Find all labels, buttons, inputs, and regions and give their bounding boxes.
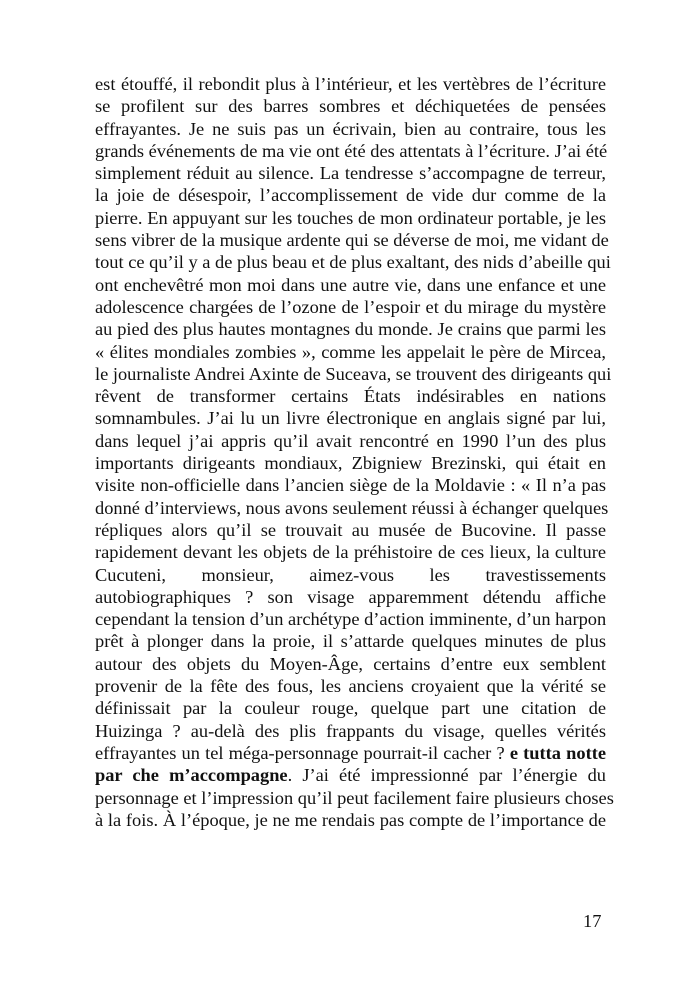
text-segment: ont enchevêtré mon moi dans une autre vie, dans une enfance et une (95, 274, 606, 295)
text-segment: simplement réduit au silence. La tendresse s’accompagne de terreur, (95, 163, 606, 184)
text-line (95, 162, 606, 184)
text-line (95, 452, 606, 474)
text-line (95, 207, 606, 229)
bold-text-segment: par che m’accompagne (95, 765, 288, 786)
text-line (95, 318, 606, 340)
text-segment: autour des objets du Moyen-Âge, certains d’entre eux semblent (95, 653, 606, 674)
text-segment: est étouffé, il rebondit plus à l’intérieur, et les vertèbres de l’écriture (95, 74, 606, 94)
text-segment: au pied des plus hautes montagnes du monde. Je crains que parmi les (95, 319, 606, 340)
text-segment: grands événements de ma vie ont été des attentats à l’écriture. J’ai été (95, 140, 608, 161)
text-segment: effrayantes. Je ne suis pas un écrivain, bien au contraire, tous les (95, 118, 606, 139)
text-segment: répliques alors qu’il se trouvait au musée de Bucovine. Il passe (95, 519, 606, 540)
text-line (95, 407, 606, 429)
text-line (95, 229, 609, 251)
text-line (95, 675, 606, 697)
text-segment: donné d’interviews, nous avons seulement réussi à échanger quelques (95, 497, 609, 518)
text-line (95, 341, 606, 363)
text-line (95, 385, 606, 407)
text-line (95, 251, 611, 273)
text-segment: provenir de la fête des fous, les anciens croyaient que la vérité se (95, 676, 606, 697)
text-line (95, 296, 606, 318)
text-segment: personnage et l’impression qu’il peut facilement faire plusieurs choses (95, 787, 614, 808)
text-line (95, 140, 606, 162)
text-segment: effrayantes un tel méga-personnage pourrait-il cacher ? (95, 742, 510, 763)
text-line (95, 720, 606, 742)
text-segment: importants dirigeants mondiaux, Zbigniew Brezinski, qui était en (95, 453, 606, 474)
text-line (95, 73, 606, 95)
text-line (95, 95, 606, 117)
text-line (95, 564, 606, 586)
text-line (95, 787, 614, 809)
text-line (95, 764, 606, 786)
text-line (95, 363, 612, 385)
text-segment: sens vibrer de la musique ardente qui se déverse de moi, me vidant de (95, 230, 609, 251)
text-segment: se profilent sur des barres sombres et déchiquetées de pensées (95, 96, 606, 117)
text-segment: Cucuteni, monsieur, aimez-vous les travestissements (95, 564, 606, 585)
text-line (95, 809, 606, 831)
bold-text-segment: e tutta notte (509, 742, 606, 763)
text-line (95, 184, 606, 206)
text-segment: le journaliste Andrei Axinte de Suceava, se trouvent des dirigeants qui (95, 363, 612, 384)
text-segment: la joie de désespoir, l’accomplissement de vide dur comme de la (95, 185, 606, 206)
text-segment: « élites mondiales zombies », comme les appelait le père de Mircea, (95, 341, 606, 362)
text-segment: somnambules. J’ai lu un livre électronique en anglais signé par lui, (95, 408, 606, 429)
text-segment: définissait par la couleur rouge, quelque part une citation de (95, 698, 606, 719)
text-line (95, 497, 609, 519)
text-segment: cependant la tension d’un archétype d’action imminente, d’un harpon (95, 609, 607, 630)
text-segment: autobiographiques ? son visage apparemment détendu affiche (95, 586, 606, 607)
text-line (95, 118, 606, 140)
text-segment: visite non-officielle dans l’ancien siège de la Moldavie : « Il n’a pas (95, 475, 606, 496)
text-line (95, 474, 606, 496)
text-line (95, 541, 606, 563)
text-line (95, 586, 606, 608)
page-number: 17 (583, 911, 602, 931)
text-segment: rapidement devant les objets de la préhistoire de ces lieux, la culture (95, 542, 606, 563)
text-segment: rêvent de transformer certains États indésirables en nations (95, 386, 606, 407)
text-line (95, 519, 606, 541)
text-line (95, 274, 606, 296)
text-line (95, 430, 606, 452)
body-text (95, 73, 614, 831)
text-segment: adolescence chargées de l’ozone de l’espoir et du mirage du mystère (95, 296, 606, 317)
text-segment: à la fois. À l’époque, je ne me rendais pas compte de l’importance de (95, 809, 606, 830)
text-line (95, 742, 606, 764)
text-line (95, 697, 606, 719)
text-line (95, 608, 606, 630)
text-segment: Huizinga ? au-delà des plis frappants du visage, quelles vérités (95, 720, 606, 741)
text-segment: . J’ai été impressionné par l’énergie du (287, 765, 606, 786)
text-segment: pierre. En appuyant sur les touches de mon ordinateur portable, je les (95, 207, 606, 228)
text-segment: tout ce qu’il y a de plus beau et de plus exaltant, des nids d’abeille qui (95, 252, 611, 273)
text-line (95, 653, 606, 675)
text-segment: dans lequel j’ai appris qu’il avait rencontré en 1990 l’un des plus (95, 430, 606, 451)
text-line (95, 630, 606, 652)
text-segment: prêt à plonger dans la proie, il s’attarde quelques minutes de plus (95, 631, 606, 652)
